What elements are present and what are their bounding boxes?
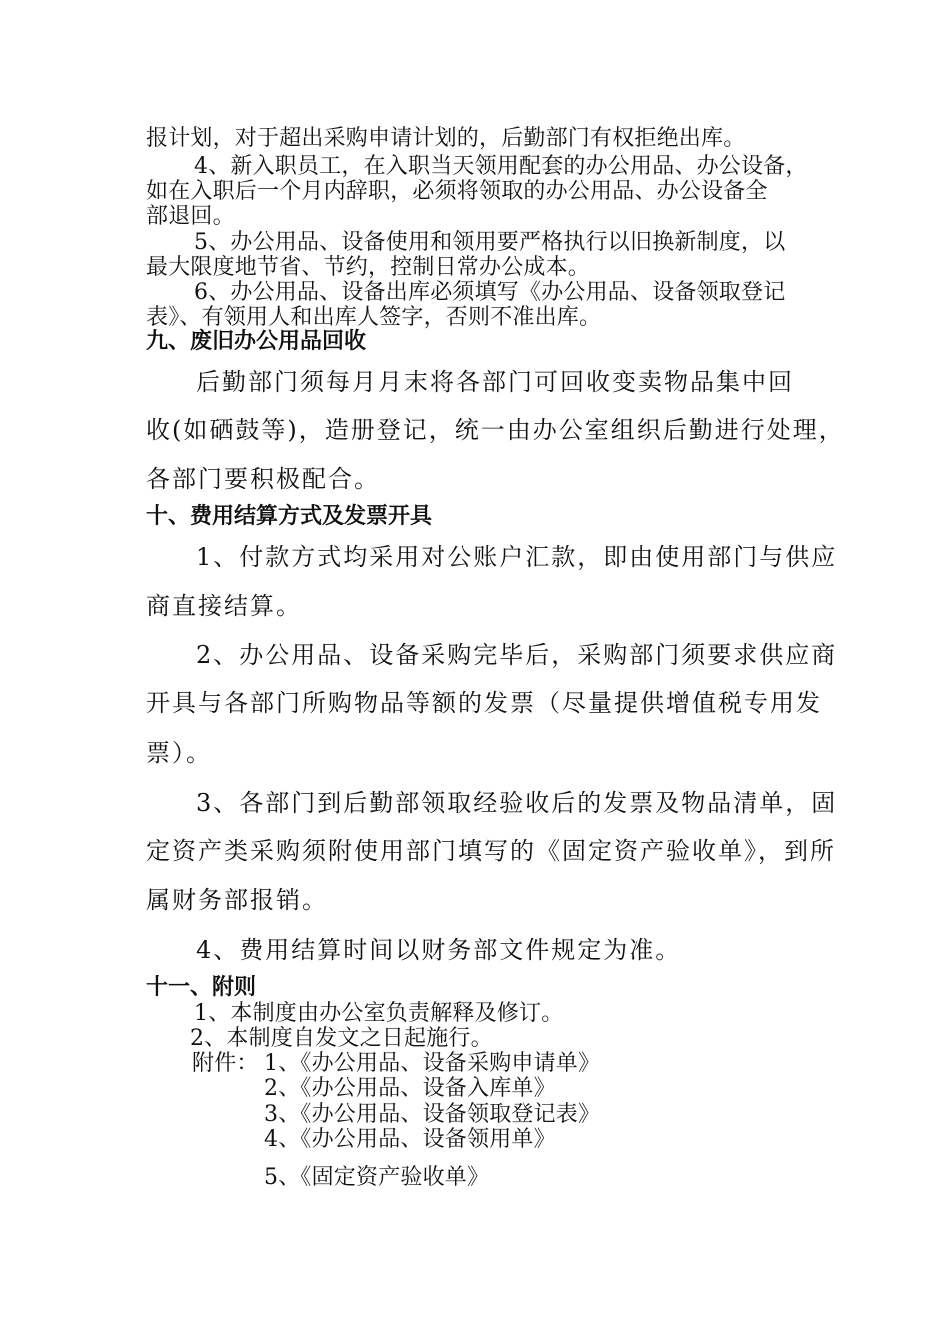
paragraph-line: 最大限度地节省、节约，控制日常办公成本。 — [146, 255, 591, 280]
attachment-item: 4、《办公用品、设备领用单》 — [264, 1127, 556, 1152]
paragraph-line: 1、本制度由办公室负责解释及修订。 — [194, 1001, 564, 1026]
paragraph-line: 4、新入职员工，在入职当天领用配套的办公用品、办公设备， — [194, 154, 808, 179]
paragraph-line: 1、付款方式均采用对公账户汇款，即由使用部门与供应 — [196, 543, 838, 571]
paragraph-line: 商直接结算。 — [146, 592, 302, 620]
paragraph-line: 表》、有领用人和出库人签字，否则不准出库。 — [146, 305, 602, 330]
attachment-item: 5、《固定资产验收单》 — [264, 1165, 490, 1190]
paragraph-line: 2、办公用品、设备采购完毕后，采购部门须要求供应商 — [196, 641, 838, 669]
paragraph-line: 收(如硒鼓等)，造册登记，统一由办公室组织后勤进行处理， — [146, 416, 845, 444]
section-heading-11: 十一、附则 — [146, 975, 257, 1000]
attachment-item: 3、《办公用品、设备领取登记表》 — [264, 1102, 601, 1127]
paragraph-line: 属财务部报销。 — [146, 886, 328, 914]
attachment-item: 2、《办公用品、设备入库单》 — [264, 1076, 556, 1101]
paragraph-line: 后勤部门须每月月末将各部门可回收变卖物品集中回 — [196, 368, 794, 396]
paragraph-line: 开具与各部门所购物品等额的发票（尽量提供增值税专用发 — [146, 689, 822, 717]
section-heading-9: 九、废旧办公用品回收 — [146, 329, 367, 354]
paragraph-line: 3、各部门到后勤部领取经验收后的发票及物品清单，固 — [196, 789, 838, 817]
paragraph-line: 报计划，对于超出采购申请计划的，后勤部门有权拒绝出库。 — [146, 126, 746, 151]
paragraph-line: 2、本制度自发文之日起施行。 — [190, 1026, 493, 1051]
paragraph-line: 定资产类采购须附使用部门填写的《固定资产验收单》，到所 — [146, 837, 836, 865]
paragraph-line: 部退回。 — [146, 204, 235, 229]
section-heading-10: 十、费用结算方式及发票开具 — [146, 504, 433, 529]
attachment-item: 1、《办公用品、设备采购申请单》 — [264, 1051, 601, 1076]
paragraph-line: 5、办公用品、设备使用和领用要严格执行以旧换新制度，以 — [194, 230, 786, 255]
paragraph-line: 6、办公用品、设备出库必须填写《办公用品、设备领取登记 — [194, 280, 786, 305]
paragraph-line: 各部门要积极配合。 — [146, 465, 380, 493]
attachment-label: 附件： — [192, 1051, 259, 1076]
paragraph-line: 如在入职后一个月内辞职，必须将领取的办公用品、办公设备全 — [146, 179, 768, 204]
paragraph-line: 4、费用结算时间以财务部文件规定为准。 — [196, 936, 682, 964]
paragraph-line: 票）。 — [146, 739, 212, 767]
